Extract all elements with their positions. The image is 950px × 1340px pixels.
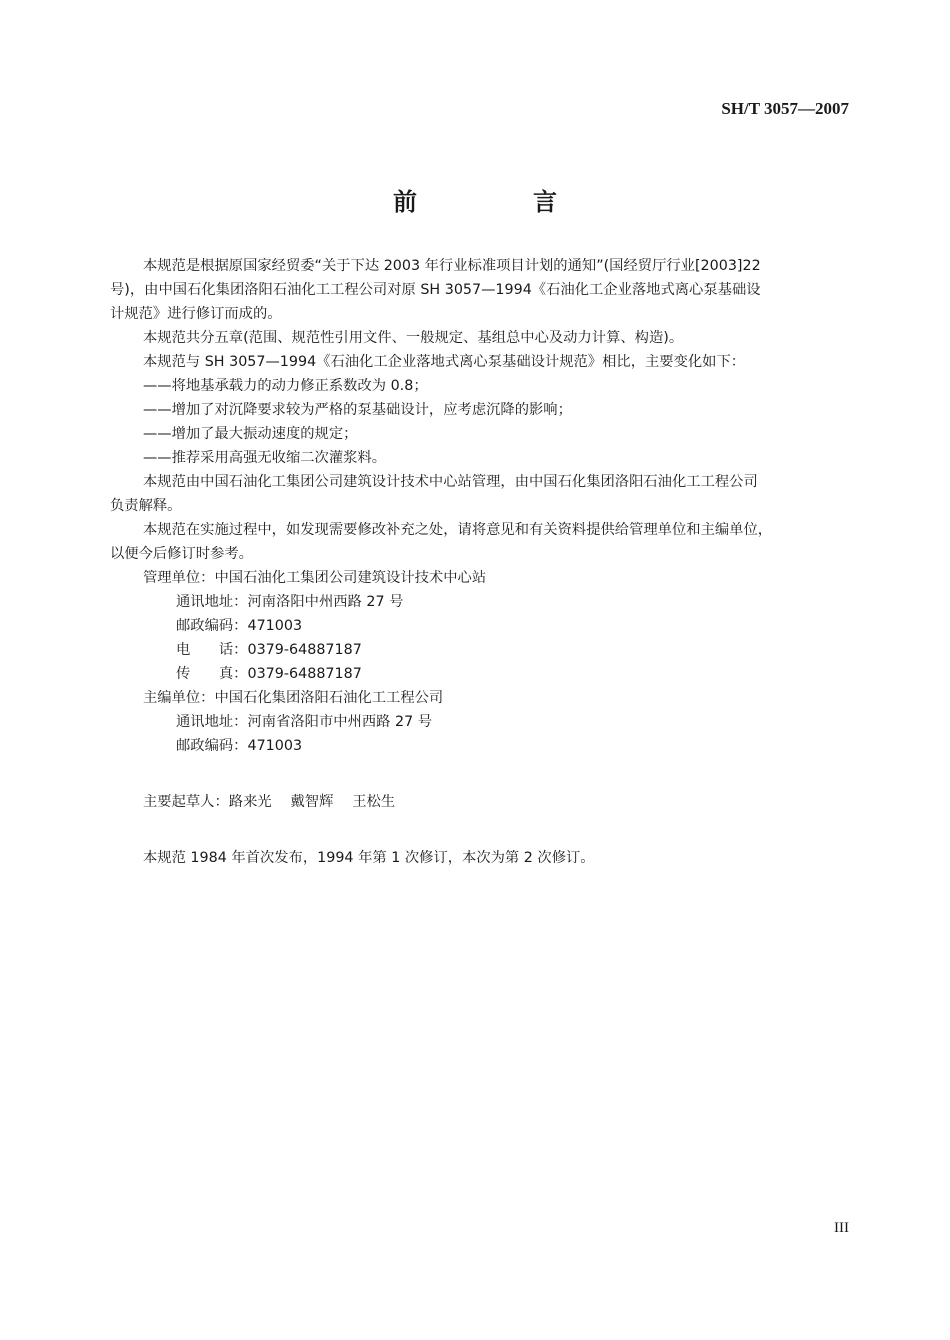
management-unit-postcode: 邮政编码：471003 [176, 618, 303, 634]
chief-editor-unit-address: 通讯地址：河南省洛阳市中州西路 27 号 [176, 714, 433, 730]
management-unit-address: 通讯地址：河南洛阳中州西路 27 号 [176, 594, 404, 610]
paragraph-changes-intro: 本规范与 SH 3057—1994《石油化工企业落地式离心泵基础设计规范》相比，主要变化如下： [143, 354, 746, 370]
change-item: ——推荐采用高强无收缩二次灌浆料。 [143, 450, 387, 466]
management-unit: 管理单位：中国石油化工集团公司建筑设计技术中心站 [143, 570, 487, 586]
paragraph-basis-line-1: 本规范是根据原国家经贸委“关于下达 2003 年行业标准项目计划的通知”(国经贸厅行业[2003]22 [143, 258, 761, 274]
paragraph-management-line-1: 本规范由中国石油化工集团公司建筑设计技术中心站管理，由中国石化集团洛阳石油化工工程公司 [143, 474, 758, 490]
page-title: 前 言 [393, 188, 603, 216]
revision-history: 本规范 1984 年首次发布，1994 年第 1 次修订，本次为第 2 次修订。 [143, 850, 595, 866]
paragraph-feedback-line-2: 以便今后修订时参考。 [110, 546, 253, 562]
paragraph-basis-line-3: 计规范》进行修订而成的。 [110, 306, 282, 322]
paragraph-feedback-line-1: 本规范在实施过程中，如发现需要修改补充之处，请将意见和有关资料提供给管理单位和主编单位， [143, 522, 773, 538]
paragraph-basis-line-2: 号)，由中国石化集团洛阳石油化工工程公司对原 SH 3057—1994《石油化工企业落地式离心泵基础设 [110, 282, 761, 298]
chief-editor-unit: 主编单位：中国石化集团洛阳石油化工工程公司 [143, 690, 444, 706]
main-drafters: 主要起草人：路来光 戴智辉 王松生 [143, 794, 396, 810]
paragraph-management-line-2: 负责解释。 [110, 498, 182, 514]
chief-editor-unit-postcode: 邮政编码：471003 [176, 738, 303, 754]
change-item: ——增加了最大振动速度的规定； [143, 426, 358, 442]
page-number: III [834, 1220, 849, 1236]
paragraph-chapters: 本规范共分五章(范围、规范性引用文件、一般规定、基组总中心及动力计算、构造)。 [143, 330, 684, 346]
management-unit-fax: 传 真：0379-64887187 [176, 666, 362, 682]
change-item: ——将地基承载力的动力修正系数改为 0.8； [143, 378, 428, 394]
document-body [110, 254, 850, 870]
change-item: ——增加了对沉降要求较为严格的泵基础设计，应考虑沉降的影响； [143, 402, 572, 418]
management-unit-phone: 电 话：0379-64887187 [176, 642, 362, 658]
standard-code: SH/T 3057—2007 [721, 99, 849, 118]
